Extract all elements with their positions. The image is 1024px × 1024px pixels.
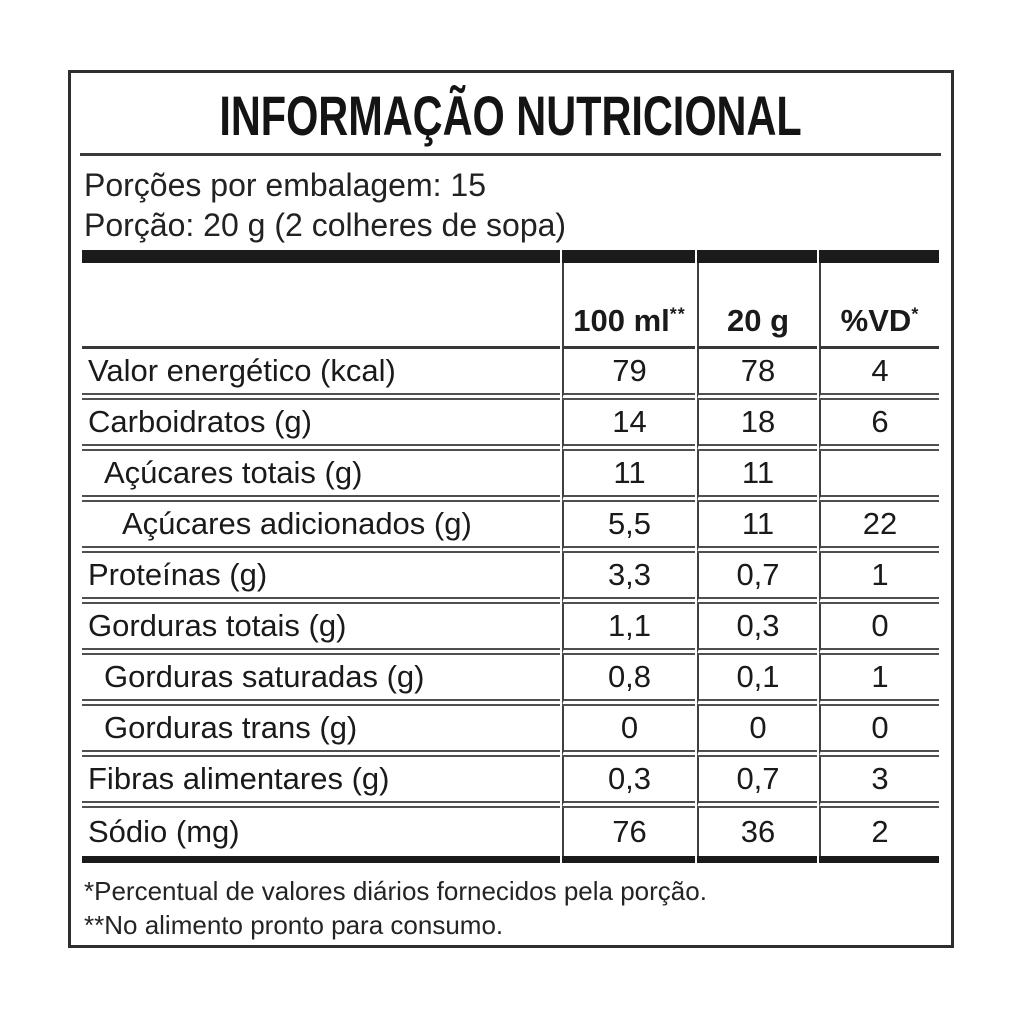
nutrition-table [80,250,941,863]
table-row [82,655,939,706]
value-20g: 78 [697,349,817,400]
value-vd: 3 [819,757,939,808]
separator-bar-top [82,250,939,263]
label-title: INFORMAÇÃO NUTRICIONAL [219,83,802,147]
value-vd: 1 [819,553,939,604]
value-20g: 0 [697,706,817,757]
table-row [82,808,939,856]
label-header [80,73,941,156]
value-100ml: 79 [562,349,695,400]
footnotes [71,863,951,942]
nutrient-label: Gorduras trans (g) [104,710,358,745]
value-20g: 0,7 [697,757,817,808]
value-100ml: 1,1 [562,604,695,655]
value-vd: 1 [819,655,939,706]
value-100ml: 0,8 [562,655,695,706]
footnote-percent-daily-values: *Percentual de valores diários fornecidos pela porção. [84,876,707,906]
table-row [82,757,939,808]
nutrient-label: Gorduras totais (g) [88,608,347,643]
value-100ml: 11 [562,451,695,502]
column-header-20g: 20 g [697,263,817,349]
nutrient-label: Açúcares totais (g) [104,455,363,490]
value-20g: 0,3 [697,604,817,655]
table-row [82,451,939,502]
serving-info [71,156,951,250]
nutrient-label: Açúcares adicionados (g) [122,506,472,541]
value-20g: 0,7 [697,553,817,604]
value-100ml: 76 [562,808,695,856]
value-100ml: 5,5 [562,502,695,553]
separator-bar-bottom [82,856,939,863]
servings-per-package: Porções por embalagem: 15 [84,167,486,203]
footnote-marker: * [911,303,920,324]
table-row [82,706,939,757]
nutrient-label: Carboidratos (g) [88,404,312,439]
value-100ml: 0 [562,706,695,757]
table-row [82,349,939,400]
nutrient-label: Valor energético (kcal) [88,353,396,388]
nutrient-label: Sódio (mg) [88,814,240,849]
column-header-100ml: 100 ml** [562,263,695,349]
header-corner-cell [82,263,560,349]
column-header-vd: %VD* [819,263,939,349]
value-20g: 11 [697,502,817,553]
value-vd: 0 [819,604,939,655]
value-20g: 36 [697,808,817,856]
serving-size: Porção: 20 g (2 colheres de sopa) [84,207,567,243]
nutrient-label: Fibras alimentares (g) [88,761,390,796]
value-20g: 0,1 [697,655,817,706]
nutrient-label: Gorduras saturadas (g) [104,659,425,694]
table-row [82,604,939,655]
table-header-row [82,263,939,349]
value-100ml: 0,3 [562,757,695,808]
value-vd: 2 [819,808,939,856]
value-100ml: 3,3 [562,553,695,604]
nutrient-label: Proteínas (g) [88,557,268,592]
table-row [82,553,939,604]
footnote-ready-to-consume: **No alimento pronto para consumo. [84,910,504,940]
value-vd: 0 [819,706,939,757]
nutrition-facts-label [68,70,954,948]
value-20g: 11 [697,451,817,502]
table-row [82,400,939,451]
value-100ml: 14 [562,400,695,451]
value-vd: 4 [819,349,939,400]
footnote-marker: ** [669,303,686,324]
value-20g: 18 [697,400,817,451]
value-vd: 6 [819,400,939,451]
value-vd: 22 [819,502,939,553]
nutrition-table-body [82,250,939,863]
table-row [82,502,939,553]
value-vd [819,451,939,502]
